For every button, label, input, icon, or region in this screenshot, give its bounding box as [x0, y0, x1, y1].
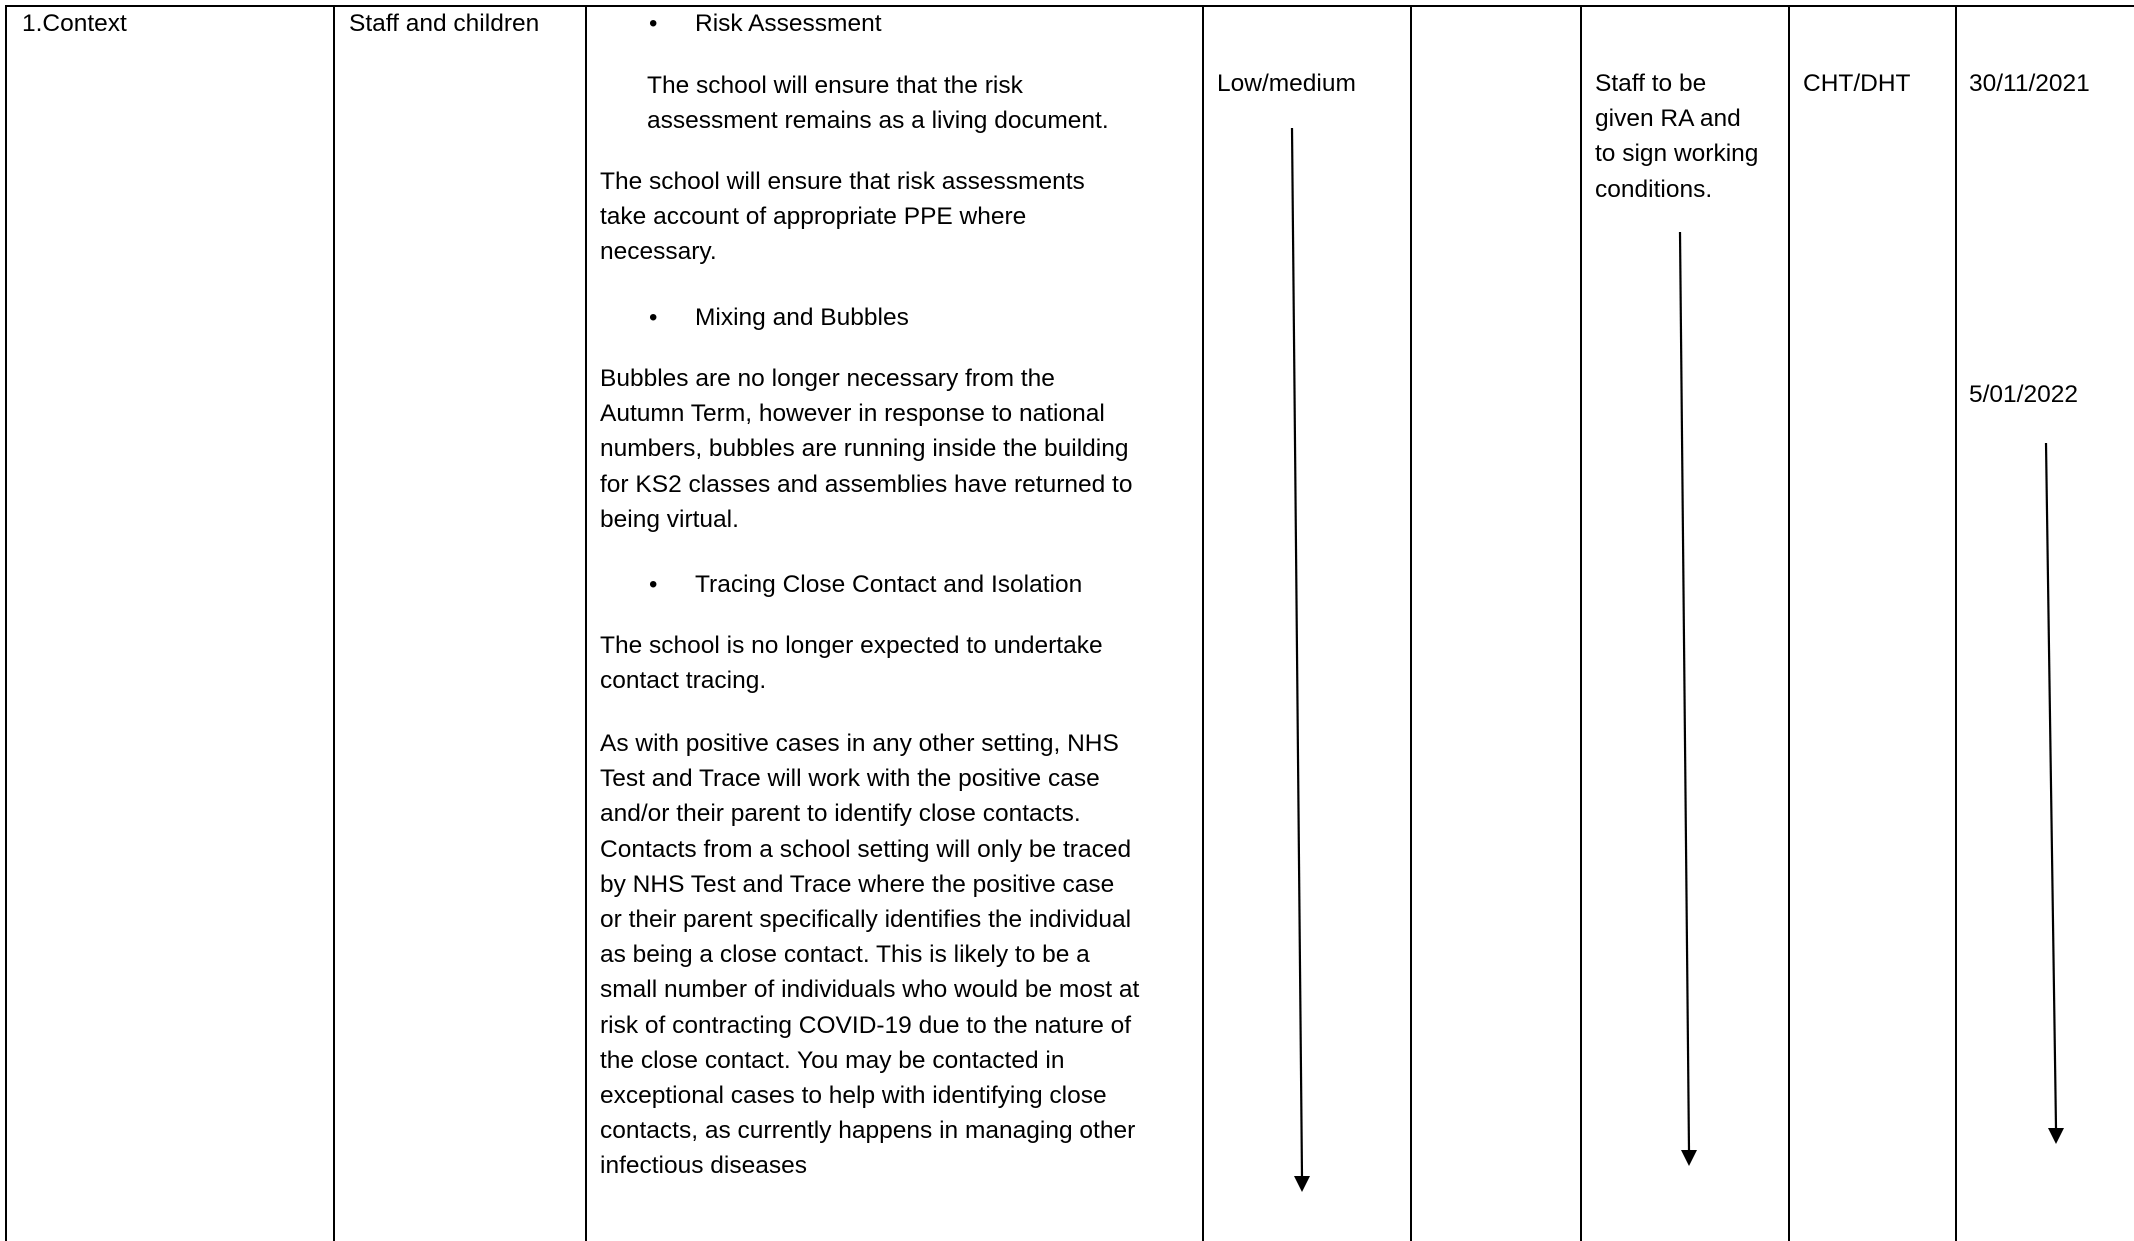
- paragraph: As with positive cases in any other setting, NHS Test and Trace will work with the positive case and/or their parent to identify close contacts. Contacts from a school setting will only be traced by NHS Test and Trace where the positive case or their parent specifically identifies the individual as being a close contact. This is likely to be a small number of individuals who would be most at risk of contracting COVID-19 due to the nature of the close contact. You may be contacted in exceptional cases to help with identifying close contacts, as currently happens in managing other infectious diseases: [600, 730, 1140, 1180]
- paragraph: The school will ensure that risk assessments take account of appropriate PPE where necessary.: [600, 168, 1085, 266]
- paragraph: The school is no longer expected to undertake contact tracing.: [600, 632, 1103, 695]
- further-action-cell: Staff to be given RA and to sign working conditions.: [1595, 70, 1759, 203]
- area-cell: 1.Context: [22, 10, 127, 37]
- review-date: 5/01/2022: [1969, 381, 2078, 408]
- risk-level-cell: Low/medium: [1217, 70, 1356, 97]
- bullet-icon: •: [649, 10, 658, 37]
- paragraph: The school will ensure that the risk assessment remains as a living document.: [647, 72, 1109, 135]
- risk-assessment-table: 1.Context Staff and children • Risk Assessment The school will ensure that the risk assessment remains as a living document. The school will ensure that risk assessments take account of appropriate PPE where necessary. • Mixing and Bubbles Bubbles are no longer necessary from the Autumn Term, however in response to national numbers, bubbles are running inside the building for KS2 classes and assemblies have returned to being virtual. • Tracing Close Contact and Isolation The school is no longer expected to undertake contact tracing. As with positive cases in any other setting, NHS Test and Trace will work with the positive case and/or their parent to identify close contacts. Contacts from a school setting will only be traced by NHS Test and Trace where the positive case or their parent specifically identifies the individual as being a close contact. This is likely to be a small number of individuals who would be most at risk of contracting COVID-19 due to the nature of the close contact. You may be contacted in exceptional cases to help with identifying close contacts, as currently happens in managing other infectious diseases Low/medium Staff to be given RA and to sign working conditions. CHT/DHT 30/11/2021 5/01/2022: [0, 0, 2134, 1241]
- responsible-cell: CHT/DHT: [1803, 70, 1911, 97]
- who-cell: Staff and children: [349, 10, 540, 37]
- down-arrow-icon: [1680, 232, 1697, 1166]
- paragraph: Bubbles are no longer necessary from the Autumn Term, however in response to national numbers, bubbles are running inside the building for KS2 classes and assemblies have returned to being virtual.: [600, 365, 1133, 533]
- review-date: 30/11/2021: [1969, 70, 2090, 97]
- bullet-icon: •: [649, 571, 658, 598]
- down-arrow-icon: [2046, 443, 2064, 1144]
- down-arrow-icon: [1292, 128, 1310, 1192]
- bullet-icon: •: [649, 304, 658, 331]
